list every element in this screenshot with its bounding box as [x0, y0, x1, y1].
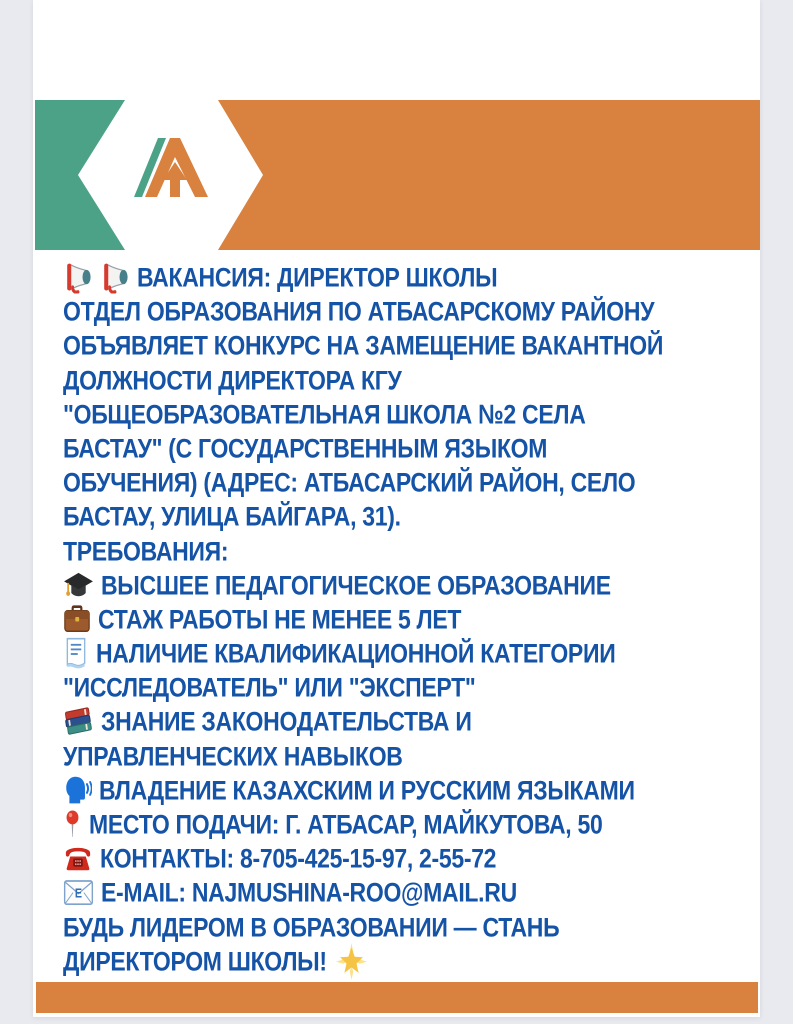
glowing-star-icon — [336, 943, 367, 980]
banner-graphic — [33, 100, 760, 250]
text-line-label: "ОБЩЕОБРАЗОВАТЕЛЬНАЯ ШКОЛА №2 СЕЛА — [63, 397, 586, 429]
round-pushpin-icon — [63, 808, 82, 841]
megaphone-icon — [63, 261, 93, 293]
banner-green-chevron — [35, 100, 125, 250]
text-line-label: УПРАВЛЕНЧЕСКИХ НАВЫКОВ — [63, 739, 403, 771]
text-line-label: ОБЪЯВЛЯЕТ КОНКУРС НА ЗАМЕЩЕНИЕ ВАКАНТНОЙ — [63, 329, 664, 361]
telephone-icon — [63, 843, 93, 874]
text-line-label: СТАЖ РАБОТЫ НЕ МЕНЕЕ 5 ЛЕТ — [98, 603, 462, 634]
graduation-cap-icon — [63, 569, 94, 601]
speaking-head-icon — [63, 774, 92, 806]
text-line-label: МЕСТО ПОДАЧИ: Г. АТБАСАР, МАЙКУТОВА, 50 — [89, 808, 603, 839]
text-line-label: ДИРЕКТОРОМ ШКОЛЫ! — [63, 944, 327, 976]
text-line-label: ОБУЧЕНИЯ) (АДРЕС: АТБАСАРСКИЙ РАЙОН, СЕЛО — [63, 466, 636, 497]
briefcase-icon — [63, 604, 91, 635]
text-line-label: БАСТАУ, УЛИЦА БАЙГАРА, 31). — [63, 500, 401, 532]
text-line-label: E-MAIL: NAJMUSHINA-ROO@MAIL.RU — [101, 876, 517, 908]
header-banner — [33, 100, 760, 250]
org-logo — [134, 138, 208, 197]
text-line-label: ЗНАНИЕ ЗАКОНОДАТЕЛЬСТВА И — [101, 705, 472, 737]
megaphone-icon — [100, 261, 130, 293]
books-icon — [63, 706, 94, 738]
announcement-text — [63, 260, 753, 978]
text-line-label: "ИССЛЕДОВАТЕЛЬ" ИЛИ "ЭКСПЕРТ" — [63, 671, 476, 703]
text-line-label: ВАКАНСИЯ: ДИРЕКТОР ШКОЛЫ — [137, 261, 498, 292]
post-card — [33, 0, 760, 1017]
document-page-icon — [63, 637, 89, 670]
text-line — [63, 941, 753, 981]
text-line-label: БАСТАУ" (С ГОСУДАРСТВЕННЫМ ЯЗЫКОМ — [63, 432, 548, 463]
text-line-label: ВЫСШЕЕ ПЕДАГОГИЧЕСКОЕ ОБРАЗОВАНИЕ — [101, 568, 611, 600]
footer-accent-bar — [36, 982, 758, 1013]
svg-text:E: E — [74, 886, 83, 901]
text-line-label: ВЛАДЕНИЕ КАЗАХСКИМ И РУССКИМ ЯЗЫКАМИ — [99, 773, 635, 805]
text-line-label: ОТДЕЛ ОБРАЗОВАНИЯ ПО АТБАСАРСКОМУ РАЙОНУ — [63, 295, 655, 327]
text-line-label: ДОЛЖНОСТИ ДИРЕКТОРА КГУ — [63, 363, 402, 395]
text-line-label: БУДЬ ЛИДЕРОМ В ОБРАЗОВАНИИ — СТАНЬ — [63, 910, 560, 942]
banner-orange-ribbon — [218, 100, 760, 250]
text-line-label: ТРЕБОВАНИЯ: — [63, 534, 229, 566]
text-line-label: НАЛИЧИЕ КВАЛИФИКАЦИОННОЙ КАТЕГОРИИ — [96, 637, 616, 668]
text-line-label: КОНТАКТЫ: 8-705-425-15-97, 2-55-72 — [100, 842, 497, 874]
email-icon — [63, 878, 94, 908]
